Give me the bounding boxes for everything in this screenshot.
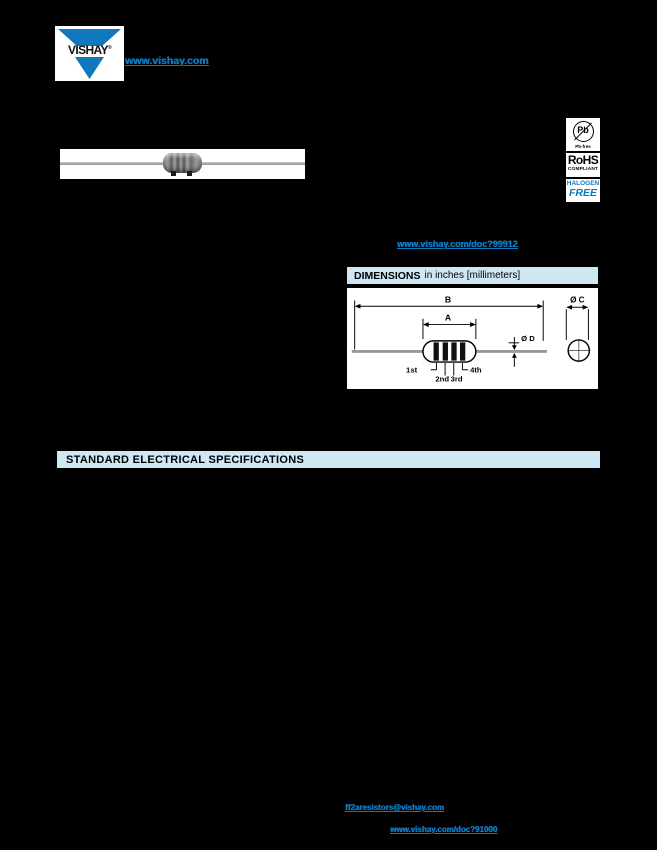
halogen-free-badge xyxy=(564,179,602,204)
vishay-triangle-bottom-icon xyxy=(75,57,104,79)
photo-mark xyxy=(171,171,176,176)
halogen-label: HALOGEN xyxy=(566,180,600,187)
dimension-d-label: Ø D xyxy=(521,333,535,343)
rohs-compliant-label: COMPLIANT xyxy=(567,167,599,172)
disclaimer-doc-link[interactable]: www.vishay.com/doc?91000 xyxy=(390,825,498,834)
compliance-badges xyxy=(564,116,602,204)
material-categorization-link[interactable]: www.vishay.com/doc?99912 xyxy=(397,239,518,249)
rohs-badge xyxy=(564,153,602,179)
vishay-brand-text: VISHAY xyxy=(67,43,108,57)
band-2-label: 2nd xyxy=(435,374,450,384)
vishay-wordmark xyxy=(55,43,124,57)
rohs-title: RoHS xyxy=(567,153,599,167)
pb-symbol: Pb xyxy=(577,125,589,135)
specs-section-header xyxy=(55,449,602,470)
registered-trademark: ® xyxy=(107,45,112,51)
dimension-drawing xyxy=(345,286,600,391)
pb-free-label: Pb-free xyxy=(575,144,591,149)
pb-free-icon xyxy=(573,121,594,142)
band-1-label: 1st xyxy=(406,365,418,375)
end-view-circle xyxy=(567,339,590,362)
band-4-label: 4th xyxy=(470,365,482,375)
pb-free-badge xyxy=(564,116,602,153)
photo-mark xyxy=(187,171,192,176)
dimensions-title: DIMENSIONS xyxy=(354,269,421,282)
contact-email-link[interactable]: ff2aresistors@vishay.com xyxy=(345,803,444,812)
dimensions-section-header xyxy=(345,265,600,286)
vishay-website-link[interactable]: www.vishay.com xyxy=(125,55,209,67)
specs-title: STANDARD ELECTRICAL SPECIFICATIONS xyxy=(66,453,305,466)
dimension-c-label: Ø C xyxy=(570,295,585,305)
dimension-b-label: B xyxy=(444,294,452,305)
product-photo xyxy=(60,149,305,179)
vishay-logo xyxy=(55,26,124,81)
dimension-a-label: A xyxy=(444,312,452,323)
halogen-free-label: FREE xyxy=(568,187,597,199)
c-dimension xyxy=(566,305,588,340)
dimensions-subtitle: in inches [millimeters] xyxy=(424,270,521,281)
resistor-body-photo xyxy=(163,153,202,173)
resistor-body-outline xyxy=(423,341,476,362)
band-3-label: 3rd xyxy=(450,374,463,384)
